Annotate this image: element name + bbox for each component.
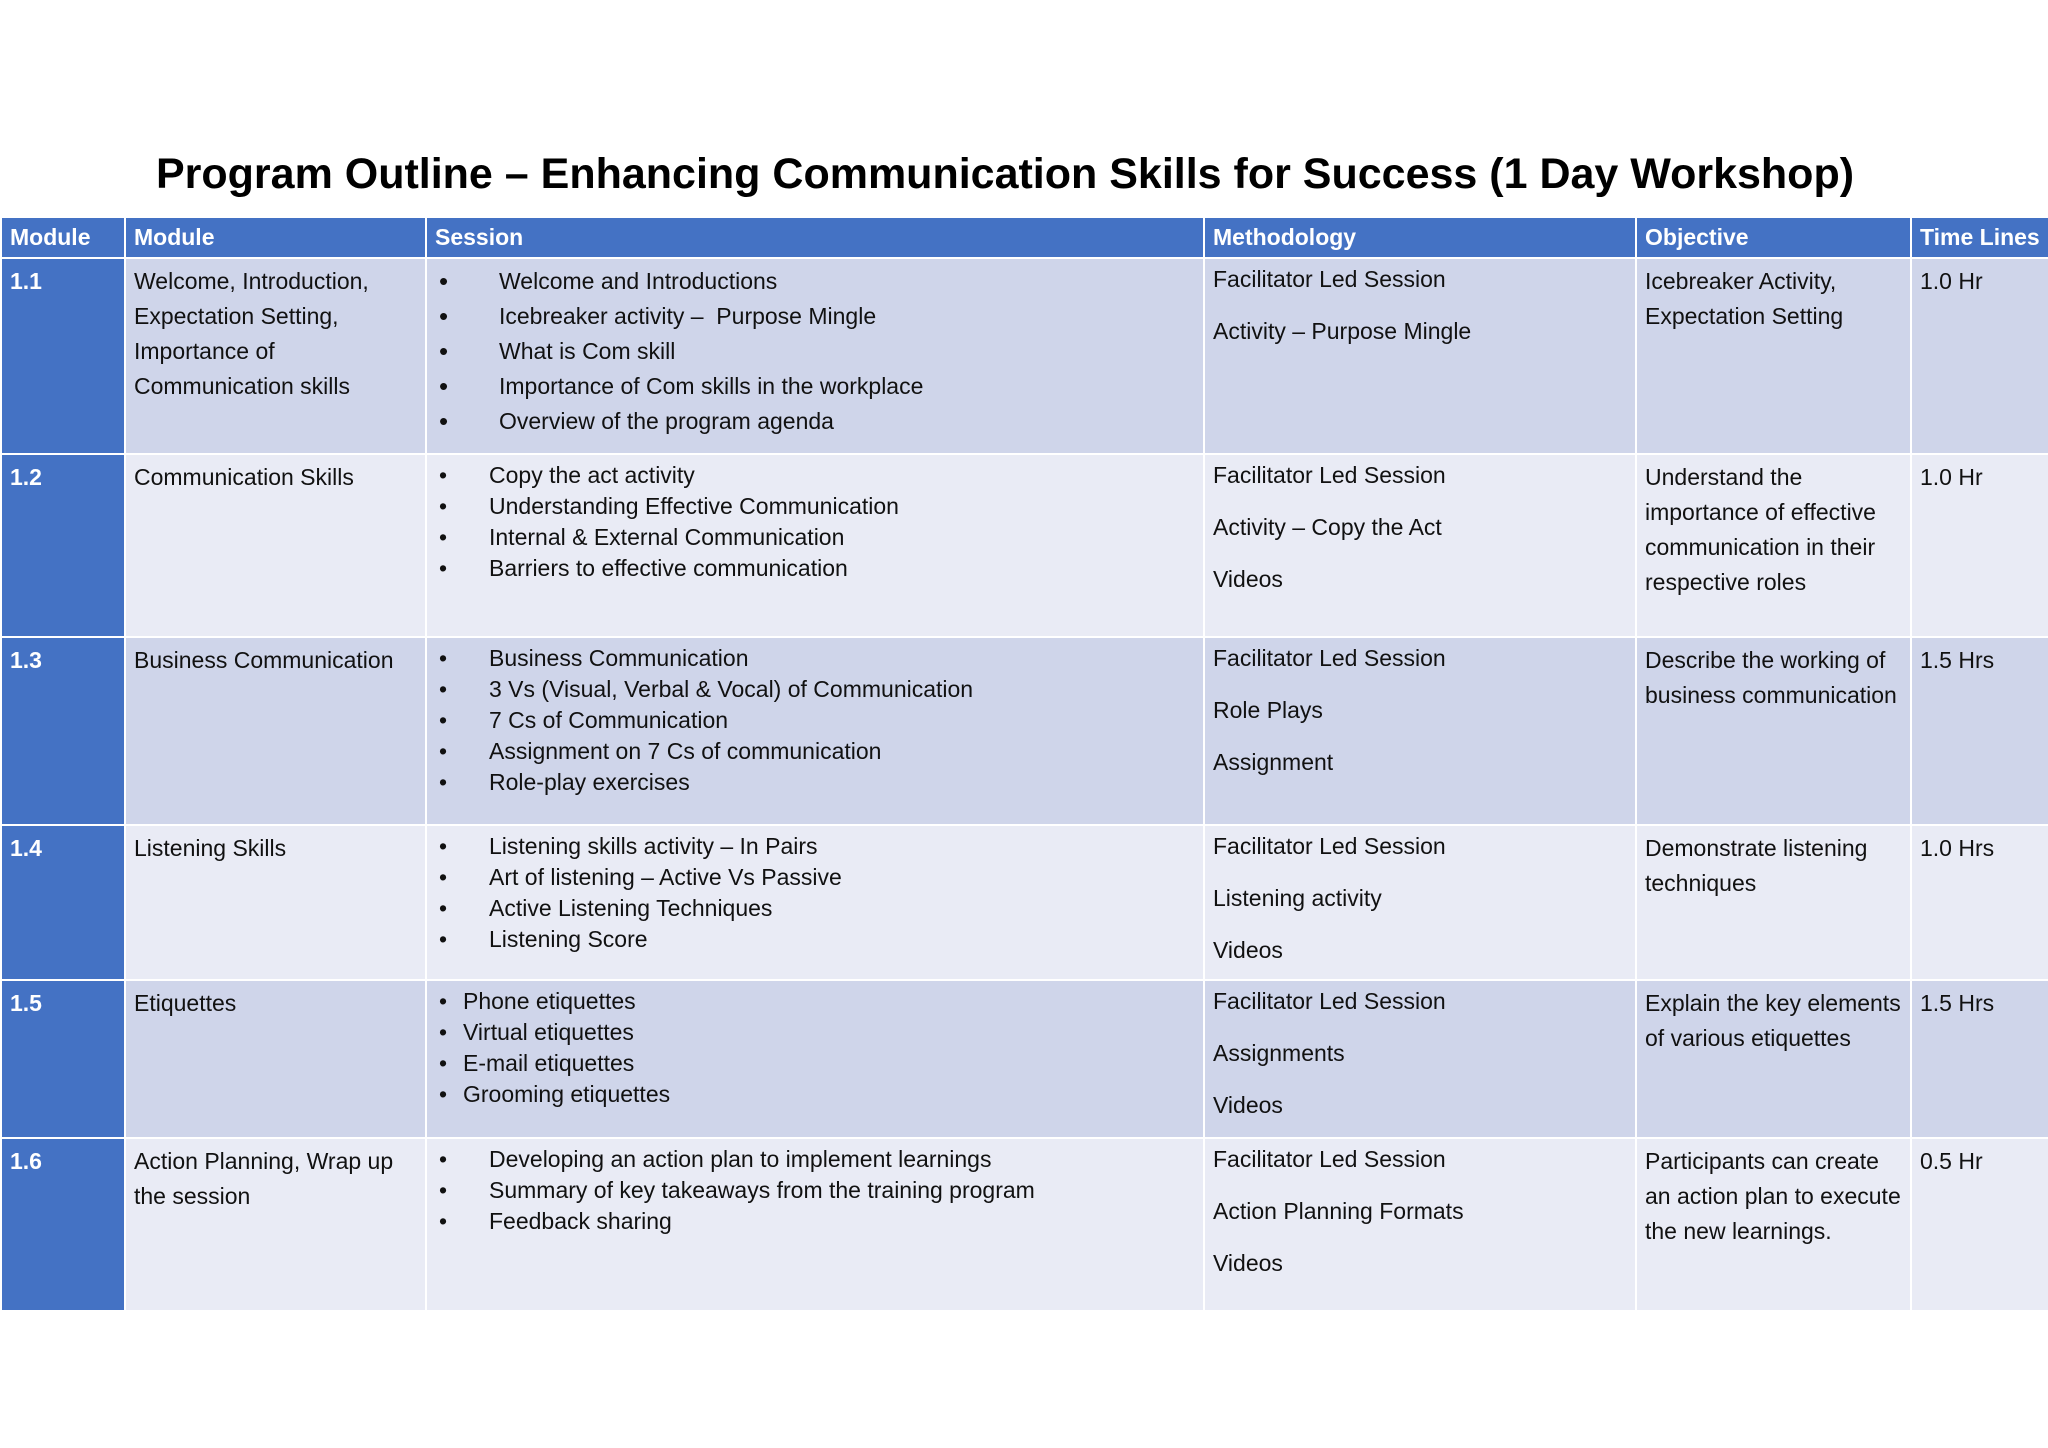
methodology-item: Facilitator Led Session [1213,988,1446,1014]
session-item: • Virtual etiquettes [435,1017,1195,1048]
table-row [1,1138,2048,1311]
bullet-icon: • [439,1208,448,1234]
methodology-item: Videos [1213,566,1283,592]
objective: Participants can create an action plan to execute the new learnings. [1636,1138,1911,1311]
session-cell [426,980,1204,1138]
methodology-item: Assignment [1213,749,1334,775]
bullet-icon: • [439,864,448,890]
session-item: • E-mail etiquettes [435,1048,1195,1079]
methodology-cell [1204,637,1636,825]
session-item: • Internal & External Communication [435,522,1195,553]
session-item: • Assignment on 7 Cs of communication [435,736,1195,767]
session-item: • Understanding Effective Communication [435,491,1195,522]
methodology-item: Facilitator Led Session [1213,833,1446,859]
module-name: Action Planning, Wrap up the session [125,1138,426,1311]
methodology-item: Videos [1213,937,1283,963]
bullet-icon: • [439,926,448,952]
bullet-icon: • [439,1177,448,1203]
time-line: 1.0 Hr [1911,454,2048,637]
methodology-item: Assignments [1213,1040,1345,1066]
objective: Understand the importance of effective communication in their respective roles [1636,454,1911,637]
session-list [435,643,1195,798]
methodology-item: Action Planning Formats [1213,1198,1464,1224]
session-item: • Copy the act activity [435,460,1195,491]
session-cell [426,258,1204,454]
bullet-icon: • [439,769,448,795]
methodology-item: Facilitator Led Session [1213,1146,1446,1172]
session-item: • Art of listening – Active Vs Passive [435,862,1195,893]
module-number: 1.6 [1,1138,125,1311]
session-list [435,460,1195,584]
header-time-lines: Time Lines [1911,217,2048,258]
session-list [435,831,1195,955]
methodology-item: Listening activity [1213,885,1382,911]
header-row [1,217,2048,258]
bullet-icon: • [439,524,448,550]
methodology-item: Facilitator Led Session [1213,462,1446,488]
bullet-icon: • [439,645,448,671]
page-title: Program Outline – Enhancing Communication Skills for Success (1 Day Workshop) [155,150,1855,198]
methodology-item: Videos [1213,1092,1283,1118]
module-name: Business Communication [125,637,426,825]
session-item: • Icebreaker activity – Purpose Mingle [435,299,1195,334]
session-item: • Phone etiquettes [435,986,1195,1017]
module-number: 1.5 [1,980,125,1138]
bullet-icon: • [439,371,449,401]
bullet-icon: • [439,301,449,331]
bullet-icon: • [439,555,448,581]
table-row [1,637,2048,825]
header-methodology: Methodology [1204,217,1636,258]
session-item: • Overview of the program agenda [435,404,1195,439]
time-line: 1.5 Hrs [1911,980,2048,1138]
objective: Icebreaker Activity, Expectation Setting [1636,258,1911,454]
bullet-icon: • [439,895,448,921]
table-row [1,825,2048,980]
methodology-item: Facilitator Led Session [1213,266,1446,292]
time-line: 1.0 Hr [1911,258,2048,454]
bullet-icon: • [439,833,448,859]
methodology-cell [1204,825,1636,980]
objective: Demonstrate listening techniques [1636,825,1911,980]
session-item: • Welcome and Introductions [435,264,1195,299]
time-line: 0.5 Hr [1911,1138,2048,1311]
module-number: 1.4 [1,825,125,980]
methodology-item: Role Plays [1213,697,1323,723]
table-row [1,258,2048,454]
session-list [435,986,1195,1110]
bullet-icon: • [439,738,448,764]
methodology-cell [1204,258,1636,454]
bullet-icon: • [439,1019,448,1045]
session-item: • Summary of key takeaways from the training program [435,1175,1195,1206]
session-item: • Listening Score [435,924,1195,955]
session-item: • 3 Vs (Visual, Verbal & Vocal) of Communication [435,674,1195,705]
methodology-item: Videos [1213,1250,1283,1276]
bullet-icon: • [439,493,448,519]
session-item: • Feedback sharing [435,1206,1195,1237]
methodology-cell [1204,454,1636,637]
header-module: Module [125,217,426,258]
module-number: 1.1 [1,258,125,454]
table-row [1,980,2048,1138]
session-item: • 7 Cs of Communication [435,705,1195,736]
session-item: • Business Communication [435,643,1195,674]
bullet-icon: • [439,707,448,733]
methodology-item: Activity – Purpose Mingle [1213,318,1472,344]
table-row [1,454,2048,637]
session-item: • Grooming etiquettes [435,1079,1195,1110]
module-name: Etiquettes [125,980,426,1138]
time-line: 1.0 Hrs [1911,825,2048,980]
bullet-icon: • [439,1146,448,1172]
module-name: Welcome, Introduction, Expectation Setting, Importance of Communication skills [125,258,426,454]
bullet-icon: • [439,676,448,702]
header-module-number: Module [1,217,125,258]
session-item: • Developing an action plan to implement learnings [435,1144,1195,1175]
session-item: • Importance of Com skills in the workplace [435,369,1195,404]
session-cell [426,454,1204,637]
time-line: 1.5 Hrs [1911,637,2048,825]
session-item: • Role-play exercises [435,767,1195,798]
methodology-item: Facilitator Led Session [1213,645,1446,671]
bullet-icon: • [439,462,448,488]
program-outline-table [0,216,2048,1312]
module-number: 1.2 [1,454,125,637]
methodology-cell [1204,1138,1636,1311]
bullet-icon: • [439,1050,448,1076]
session-item: • What is Com skill [435,334,1195,369]
session-cell [426,637,1204,825]
module-name: Communication Skills [125,454,426,637]
module-number: 1.3 [1,637,125,825]
bullet-icon: • [439,1081,448,1107]
module-name: Listening Skills [125,825,426,980]
header-session: Session [426,217,1204,258]
session-item: • Listening skills activity – In Pairs [435,831,1195,862]
bullet-icon: • [439,266,449,296]
objective: Explain the key elements of various etiquettes [1636,980,1911,1138]
session-item: • Barriers to effective communication [435,553,1195,584]
objective: Describe the working of business communication [1636,637,1911,825]
session-list [435,264,1195,439]
session-cell [426,825,1204,980]
bullet-icon: • [439,988,448,1014]
bullet-icon: • [439,336,449,366]
session-item: • Active Listening Techniques [435,893,1195,924]
methodology-cell [1204,980,1636,1138]
header-objective: Objective [1636,217,1911,258]
session-list [435,1144,1195,1237]
session-cell [426,1138,1204,1311]
methodology-item: Activity – Copy the Act [1213,514,1442,540]
bullet-icon: • [439,406,449,436]
